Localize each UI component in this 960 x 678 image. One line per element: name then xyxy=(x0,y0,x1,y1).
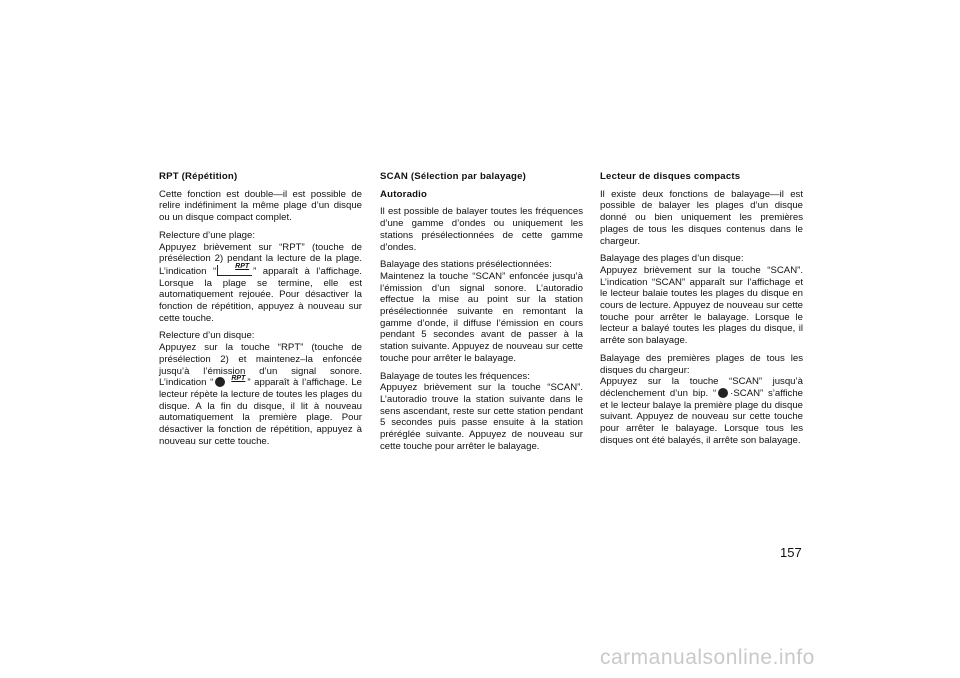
scan-intro: Il est possible de balayer toutes les fréquences d’une gamme d’ondes ou uniquement les stations présélectionnées de cette gamme d’ondes. xyxy=(380,206,583,253)
rpt-track-tail: ” apparaît à l’affichage. Lorsque la plage se termine, elle est automatiquement rejouée. Pour désactiver la fonction de répétition, appuyez à nouveau sur cette touche. xyxy=(159,265,362,324)
cd-intro: Il existe deux fonctions de balayage—il est possible de balayer les plages d’un disque donné ou bien uniquement les premières plages de tous les disques contenus dans le chargeur. xyxy=(600,188,803,247)
rpt-track-icon: RPT xyxy=(217,265,252,276)
rpt-disc-icon: RPT xyxy=(214,377,246,387)
column-scan xyxy=(380,171,583,458)
column-rpt xyxy=(159,171,362,453)
rpt-disc-repeat xyxy=(159,330,362,447)
disc-icon xyxy=(717,388,729,398)
scan-preset: Balayage des stations présélectionnées: Maintenez la touche “SCAN” enfoncée jusqu’à l’émission d’un signal sonore. L’autoradio effectue la mise au point sur la station présélectionnée suivante en remontant la gamme d’onde, il diffuse l’émission en cours pendant 5 secondes avant de passer à la station suivante. Appuyez de nouveau sur cette touche pour arrêter le balayage. xyxy=(380,259,583,364)
cd-heading: Lecteur de disques compacts xyxy=(600,171,741,182)
cd-scan-discs xyxy=(600,353,803,447)
rpt-heading: RPT (Répétition) xyxy=(159,171,238,182)
page-number: 157 xyxy=(780,545,802,560)
scan-all: Balayage de toutes les fréquences: Appuyez brièvement sur la touche “SCAN”. L’autoradio trouve la station suivante dans le sens ascendant, reste sur cette station pendant 5 secondes puis passe ensuite à la station préréglée suivante. Appuyez de nouveau sur cette touche pour arrêter le balayage. xyxy=(380,370,583,452)
rpt-disc-tail: ” apparaît à l’affichage. Le lecteur répète la lecture de toutes les plages du disque. A la fin du disque, il lit à nouveau automatiquement la première plage. Pour désactiver la fonction de répétition, appuyez à nouveau sur cette touche. xyxy=(159,377,362,447)
rpt-intro: Cette fonction est double—il est possible de relire indéfiniment la même plage d’un disque ou un disque compact complet. xyxy=(159,188,362,224)
autoradio-subheading: Autoradio xyxy=(380,188,428,200)
cd-scan-discs-text: Balayage des premières plages de tous les disques du chargeur: Appuyez sur la touche “SCAN” jusqu’à déclenchement d’un bip. “ xyxy=(600,352,803,399)
watermark: carmanualsonline.info xyxy=(600,646,815,669)
rpt-disc-text: Relecture d’un disque: Appuyez sur la touche “RPT” (touche de présélection 2) et maintenez–la enfoncée jusqu’à l’émission d’un signal sonore. L’indication “ xyxy=(159,330,362,389)
column-cd xyxy=(600,171,803,452)
rpt-track-repeat xyxy=(159,230,362,325)
cd-scan-discs-tail: ·SCAN” s’affiche et le lecteur balaye la première plage du disque suivant. Appuyez de nouveau sur cette touche pour arrêter le balayage. Lorsque tous les disques ont été balayés, il arrête son balayage. xyxy=(600,387,803,446)
scan-heading: SCAN (Sélection par balayage) xyxy=(380,171,527,182)
cd-scan-tracks: Balayage des plages d’un disque: Appuyez brièvement sur la touche “SCAN”. L’indication “SCAN” apparaît sur l’affichage et le lecteur balaie toutes les plages du disque en cours de lecture. Appuyez de nouveau sur cette touche pour arrêter le balayage. Lorsque le lecteur a balayé toutes les plages du disque, il arrête son balayage. xyxy=(600,253,803,347)
rpt-track-text: Relecture d’une plage: Appuyez brièvement sur “RPT” (touche de présélection 2) pendant la lecture de la plage. L’indication “ xyxy=(159,229,362,277)
